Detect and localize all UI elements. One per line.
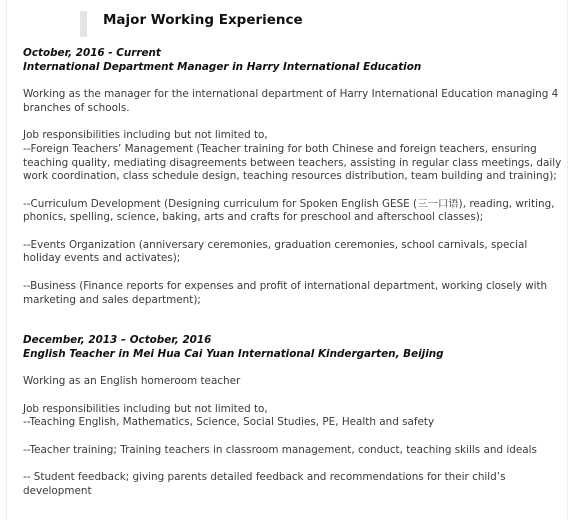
responsibility-item: --Business (Finance reports for expenses and profit of international department, working closely with marketing and sales department); xyxy=(23,279,548,306)
responsibilities-intro: Job responsibilities including but not limited to, xyxy=(23,129,268,142)
job-entry xyxy=(23,47,565,307)
section-title: Major Working Experience xyxy=(103,12,303,28)
resume-page xyxy=(6,0,568,519)
job-summary: Working as the manager for the international department of Harry International Education managing 4 branches of schools. xyxy=(23,88,559,114)
responsibility-item: --Events Organization (anniversary ceremonies, graduation ceremonies, school carnivals, special holiday events and activates); xyxy=(23,238,528,265)
job-dates: December, 2013 – October, 2016 xyxy=(23,334,212,347)
job-title: International Department Manager in Harry International Education xyxy=(23,60,422,73)
responsibility-item: --Curriculum Development (Designing curriculum for Spoken English GESE (三一口语), reading, writing, phonics, spelling, science, baking, arts and crafts for preschool and afterschool classes); xyxy=(23,197,555,224)
responsibility-item: --Foreign Teachers’ Management (Teacher training for both Chinese and foreign teachers, ensuring teaching quality, mediating disagreements between teachers, assisting in regular class meetings, daily work coordination, class schedule design, teaching resources distribution, team building and training); xyxy=(23,142,562,183)
job-summary: Working as an English homeroom teacher xyxy=(23,375,241,388)
section-accent-bar xyxy=(80,11,87,37)
responsibility-item: -- Student feedback; giving parents detailed feedback and recommendations for their child’s development xyxy=(23,471,506,497)
job-title: English Teacher in Mei Hua Cai Yuan International Kindergarten, Beijing xyxy=(23,347,444,360)
job-entry xyxy=(23,334,565,498)
job-dates: October, 2016 - Current xyxy=(23,47,161,59)
experience-content xyxy=(23,47,565,526)
responsibility-item: --Teacher training; Training teachers in classroom management, conduct, teaching skills and ideals xyxy=(23,443,537,456)
responsibilities-intro: Job responsibilities including but not limited to, xyxy=(23,402,268,415)
responsibility-item: --Teaching English, Mathematics, Science, Social Studies, PE, Health and safety xyxy=(23,416,435,429)
